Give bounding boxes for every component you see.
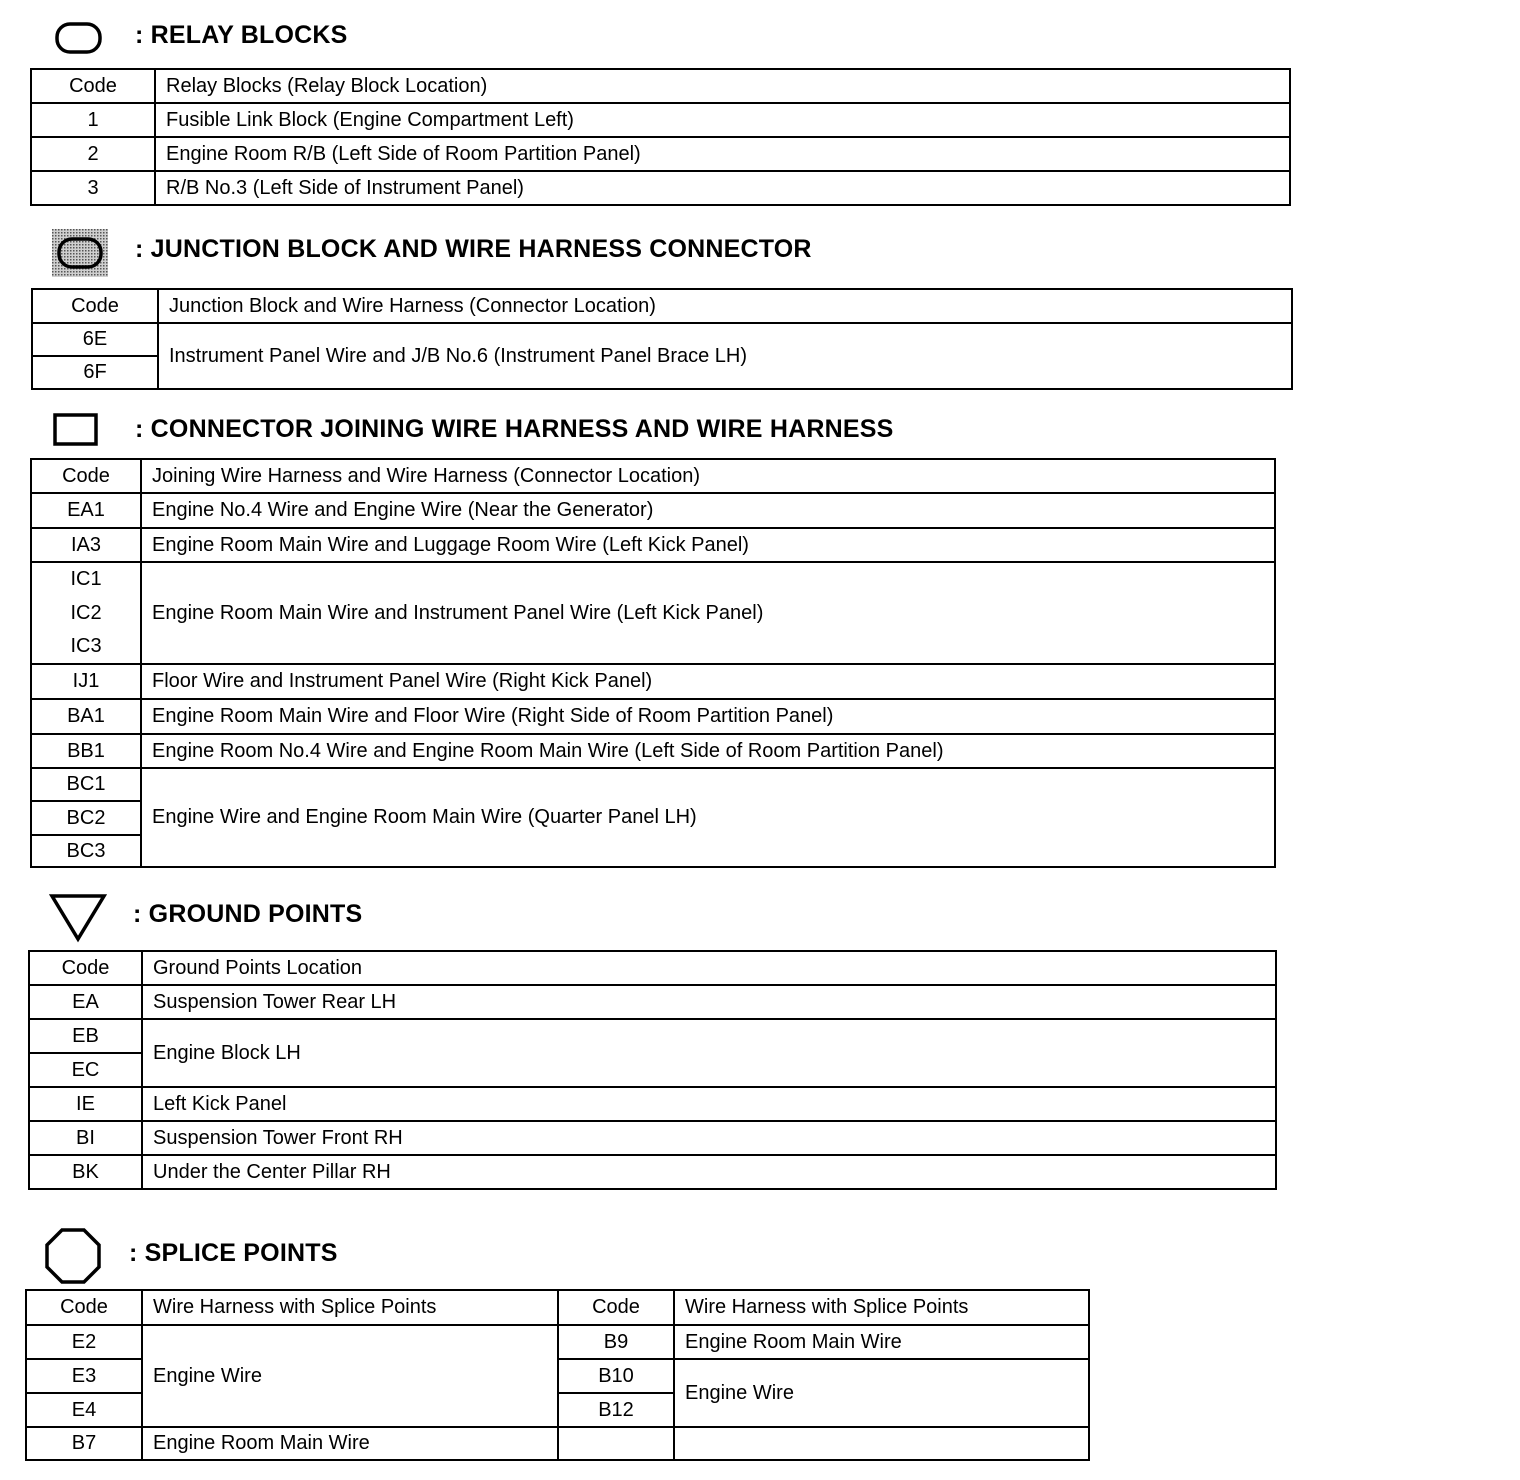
- ground-desc: Suspension Tower Rear LH: [142, 985, 1276, 1019]
- ground-code: EA: [29, 985, 142, 1019]
- connector-desc: Floor Wire and Instrument Panel Wire (Right Kick Panel): [141, 664, 1275, 699]
- ground-desc: Under the Center Pillar RH: [142, 1155, 1276, 1189]
- relay-desc: Engine Room R/B (Left Side of Room Partition Panel): [155, 137, 1290, 171]
- ground-points-table: [28, 950, 1277, 1190]
- relay-code: 3: [31, 171, 155, 205]
- ground-code: EB: [29, 1019, 142, 1053]
- junction-code: 6F: [32, 356, 158, 389]
- splice-code: B9: [558, 1325, 674, 1359]
- ground-code: EC: [29, 1053, 142, 1087]
- splice-desc: Engine Wire: [674, 1359, 1089, 1427]
- relay-blocks-table: [30, 68, 1291, 206]
- ground-desc: Left Kick Panel: [142, 1087, 1276, 1121]
- splice-desc: Engine Room Main Wire: [674, 1325, 1089, 1359]
- connector-code: IC1: [31, 562, 141, 596]
- connector-desc: Engine Room No.4 Wire and Engine Room Main Wire (Left Side of Room Partition Panel): [141, 734, 1275, 768]
- connector-code: EA1: [31, 493, 141, 528]
- connector-code: BA1: [31, 699, 141, 734]
- ground-desc: Suspension Tower Front RH: [142, 1121, 1276, 1155]
- splice-code: [558, 1427, 674, 1460]
- relay-code: 2: [31, 137, 155, 171]
- splice-desc: [674, 1427, 1089, 1460]
- rounded-rect-icon: [54, 21, 104, 55]
- connector-code: IJ1: [31, 664, 141, 699]
- junction-header-desc: Junction Block and Wire Harness (Connector Location): [158, 289, 1292, 323]
- ground-header-desc: Ground Points Location: [142, 951, 1276, 985]
- splice-code: B7: [26, 1427, 142, 1460]
- junction-desc: Instrument Panel Wire and J/B No.6 (Instrument Panel Brace LH): [158, 323, 1292, 389]
- splice-header-desc: Wire Harness with Splice Points: [142, 1290, 558, 1325]
- connector-desc: Engine No.4 Wire and Engine Wire (Near the Generator): [141, 493, 1275, 528]
- relay-header-code: Code: [31, 69, 155, 103]
- splice-code: B10: [558, 1359, 674, 1393]
- shaded-rounded-rect-icon: [52, 229, 108, 277]
- connector-desc: Engine Room Main Wire and Floor Wire (Right Side of Room Partition Panel): [141, 699, 1275, 734]
- connector-code: IA3: [31, 528, 141, 562]
- splice-code: E3: [26, 1359, 142, 1393]
- connector-header-desc: Joining Wire Harness and Wire Harness (Connector Location): [141, 459, 1275, 493]
- connector-code: IC3: [31, 630, 141, 664]
- square-icon: [52, 412, 100, 448]
- splice-code: E4: [26, 1393, 142, 1427]
- connector-joining-table: [30, 458, 1276, 868]
- connector-code: BC3: [31, 835, 141, 867]
- relay-blocks-title: : RELAY BLOCKS: [135, 21, 348, 49]
- connector-code: IC2: [31, 596, 141, 630]
- splice-points-table: [25, 1289, 1090, 1461]
- ground-code: BK: [29, 1155, 142, 1189]
- connector-code: BC1: [31, 768, 141, 801]
- splice-desc: Engine Room Main Wire: [142, 1427, 558, 1460]
- connector-header-code: Code: [31, 459, 141, 493]
- splice-header-code: Code: [26, 1290, 142, 1325]
- relay-header-desc: Relay Blocks (Relay Block Location): [155, 69, 1290, 103]
- splice-code: B12: [558, 1393, 674, 1427]
- ground-points-title: : GROUND POINTS: [133, 900, 363, 928]
- relay-desc: Fusible Link Block (Engine Compartment Left): [155, 103, 1290, 137]
- octagon-icon: [44, 1227, 102, 1285]
- splice-header-code: Code: [558, 1290, 674, 1325]
- splice-header-desc: Wire Harness with Splice Points: [674, 1290, 1089, 1325]
- ground-code: IE: [29, 1087, 142, 1121]
- connector-desc: Engine Room Main Wire and Instrument Panel Wire (Left Kick Panel): [141, 562, 1275, 664]
- ground-code: BI: [29, 1121, 142, 1155]
- connector-code: BB1: [31, 734, 141, 768]
- junction-block-table: [31, 288, 1293, 390]
- relay-desc: R/B No.3 (Left Side of Instrument Panel): [155, 171, 1290, 205]
- connector-joining-title: : CONNECTOR JOINING WIRE HARNESS AND WIRE HARNESS: [135, 415, 894, 443]
- connector-desc: Engine Wire and Engine Room Main Wire (Quarter Panel LH): [141, 768, 1275, 867]
- junction-code: 6E: [32, 323, 158, 356]
- triangle-down-icon: [48, 892, 108, 944]
- junction-block-title: : JUNCTION BLOCK AND WIRE HARNESS CONNECTOR: [135, 235, 812, 263]
- splice-code: E2: [26, 1325, 142, 1359]
- connector-desc: Engine Room Main Wire and Luggage Room Wire (Left Kick Panel): [141, 528, 1275, 562]
- junction-header-code: Code: [32, 289, 158, 323]
- ground-header-code: Code: [29, 951, 142, 985]
- ground-desc: Engine Block LH: [142, 1019, 1276, 1087]
- splice-desc: Engine Wire: [142, 1325, 558, 1427]
- relay-code: 1: [31, 103, 155, 137]
- splice-points-title: : SPLICE POINTS: [129, 1239, 338, 1267]
- connector-code: BC2: [31, 801, 141, 835]
